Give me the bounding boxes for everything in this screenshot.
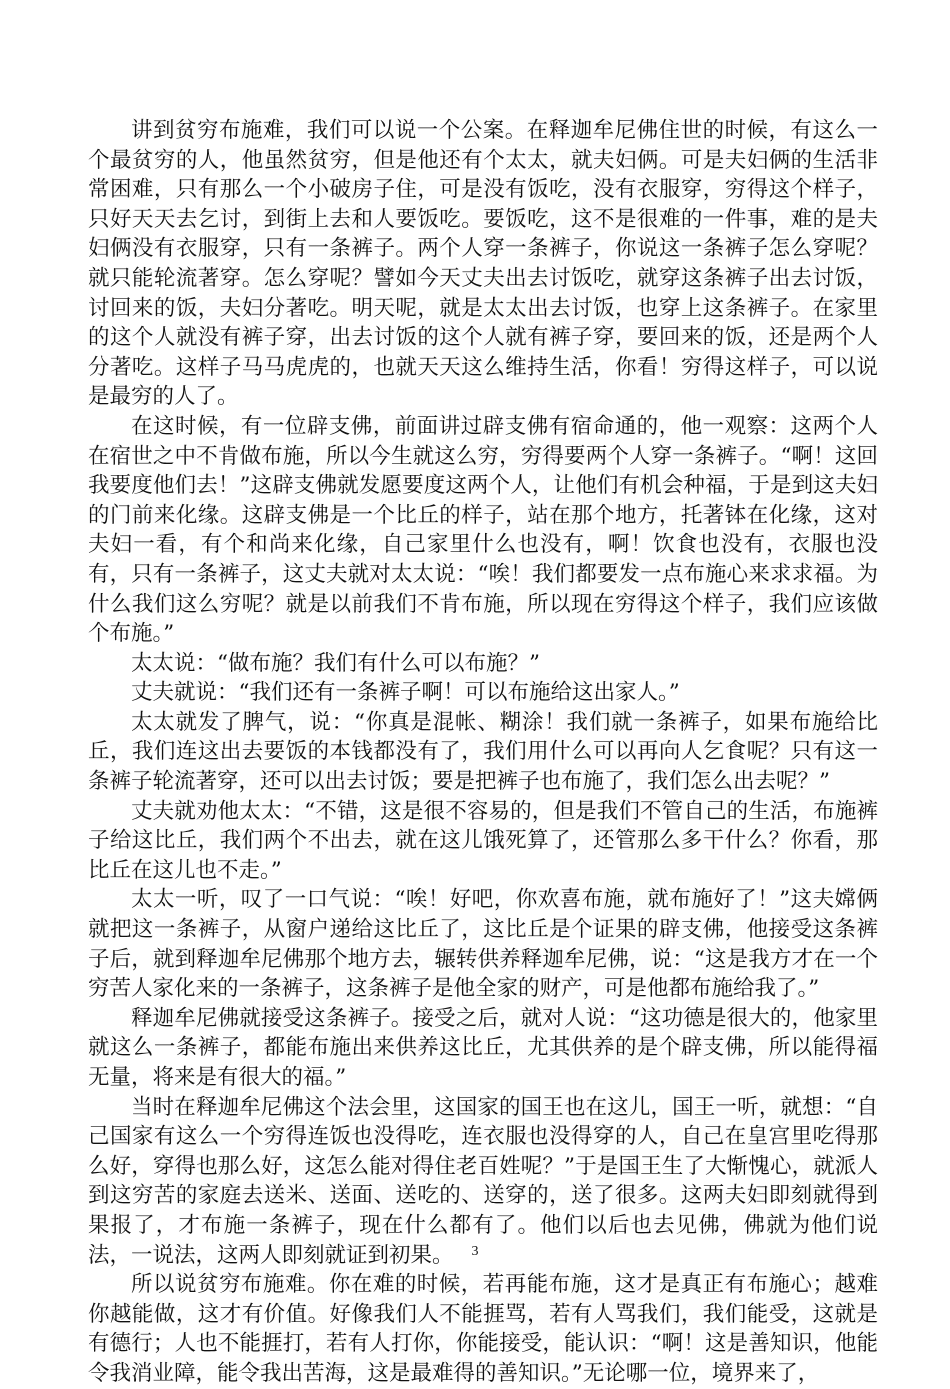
- paragraph: 所以说贫穷布施难。你在难的时候，若再能布施，这才是真正有布施心；越难你越能做，这才有价值。好像我们人不能捱骂，若有人骂我们，我们能受，这就是有德行；人也不能捱打，若有人打你，你能接受，能认识：“啊！这是善知识，他能令我消业障，能令我出苦海，这是最难得的善知识。”无论哪一位，境界来了，: [88, 1272, 878, 1386]
- paragraph: 讲到贫穷布施难，我们可以说一个公案。在释迦牟尼佛住世的时候，有这么一个最贫穷的人，他虽然贫穷，但是他还有个太太，就夫妇俩。可是夫妇俩的生活非常困难，只有那么一个小破房子住，可是没有饭吃，没有衣服穿，穷得这个样子，只好天天去乞讨，到街上去和人要饭吃。要饭吃，这不是很难的一件事，难的是夫妇俩没有衣服穿，只有一条裤子。两个人穿一条裤子，你说这一条裤子怎么穿呢？就只能轮流著穿。怎么穿呢？譬如今天丈夫出去讨饭吃，就穿这条裤子出去讨饭，讨回来的饭，夫妇分著吃。明天呢，就是太太出去讨饭，也穿上这条裤子。在家里的这个人就没有裤子穿，出去讨饭的这个人就有裤子穿，要回来的饭，还是两个人分著吃。这样子马马虎虎的，也就天天这么维持生活，你看！穷得这样子，可以说是最穷的人了。: [88, 118, 878, 410]
- page-number: 3: [471, 1244, 479, 1259]
- paragraph: 释迦牟尼佛就接受这条裤子。接受之后，就对人说：“这功德是很大的，他家里就这么一条裤子，都能布施出来供养这比丘，尤其供养的是个辟支佛，所以能得福无量，将来是有很大的福。”: [88, 1005, 878, 1090]
- paragraph: 当时在释迦牟尼佛这个法会里，这国家的国王也在这儿，国王一听，就想：“自己国家有这么一个穷得连饭也没得吃，连衣服也没得穿的人，自己在皇宫里吃得那么好，穿得也那么好，这怎么能对得住老百姓呢？”于是国王生了大惭愧心，就派人到这穷苦的家庭去送米、送面、送吃的、送穿的，送了很多。这两夫妇即刻就得到果报了，才布施一条裤子，现在什么都有了。他们以后也去见佛，佛就为他们说法，一说法，这两人即刻就证到初果。: [88, 1094, 878, 1268]
- paragraph: 太太一听，叹了一口气说：“唉！好吧，你欢喜布施，就布施好了！”这夫嫦俩就把这一条裤子，从窗户递给这比丘了，这比丘是个证果的辟支佛，他接受这条裤子后，就到释迦牟尼佛那个地方去，辗转供养释迦牟尼佛，说：“这是我方才在一个穷苦人家化来的一条裤子，这条裤子是他全家的财产，可是他都布施给我了。”: [88, 887, 878, 1002]
- paragraph: 太太说：“做布施？我们有什么可以布施？”: [131, 650, 540, 676]
- paragraph: 太太就发了脾气，说：“你真是混帐、糊涂！我们就一条裤子，如果布施给比丘，我们连这出去要饭的本钱都没有了，我们用什么可以再向人乞食呢？只有这一条裤子轮流著穿，还可以出去讨饭；要是把裤子也布施了，我们怎么出去呢？”: [88, 709, 878, 795]
- body-text: [88, 116, 878, 1389]
- paragraph: 丈夫就劝他太太：“不错，这是很不容易的，但是我们不管自己的生活，布施裤子给这比丘，我们两个不出去，就在这儿饿死算了，还管那么多干什么？你看，那比丘在这儿也不走。”: [88, 798, 878, 883]
- paragraph: 在这时候，有一位辟支佛，前面讲过辟支佛有宿命通的，他一观察：这两个人在宿世之中不肯做布施，所以今生就这么穷，穷得要两个人穿一条裤子。“啊！这回我要度他们去！”这辟支佛就发愿要度这两个人，让他们有机会种福，于是到这夫妇的门前来化缘。这辟支佛是一个比丘的样子，站在那个地方，托著钵在化缘，这对夫妇一看，有个和尚来化缘，自己家里什么也没有，啊！饮食也没有，衣服也没有，只有一条裤子，这丈夫就对太太说：“唉！我们都要发一点布施心来求求福。为什么我们这么穷呢？就是以前我们不肯布施，所以现在穷得这个样子，我们应该做个布施。”: [88, 413, 878, 647]
- paragraph: 丈夫就说：“我们还有一条裤子啊！可以布施给这出家人。”: [131, 680, 680, 706]
